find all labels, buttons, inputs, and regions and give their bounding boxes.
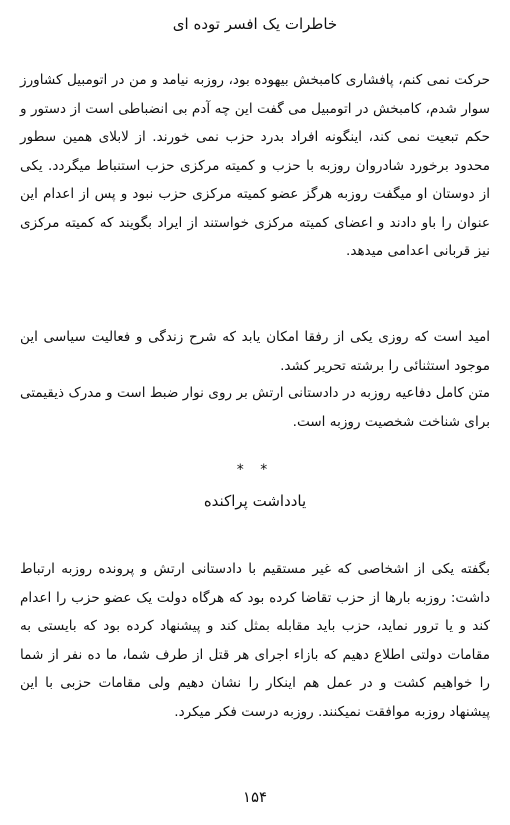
- section-title: یادداشت پراکنده: [203, 492, 307, 510]
- body-paragraph-2: امید است که روزی یکی از رفقا امکان یابد که شرح زندگی و فعالیت سیاسی این موجود استثنائی را برشته تحریر کشد.: [20, 329, 490, 374]
- running-header-title: خاطرات یک افسر توده ای: [172, 15, 338, 33]
- body-paragraph-1: حرکت نمی کنم، پافشاری کامبخش بیهوده بود، روزبه نیامد و من در اتومبیل کشاورز سوار شدم، کامبخش در اتومبیل می گفت این چه آدم بی انضباطی است از دستور و حکم تبعیت نمی کند، اینگونه افراد بدرد حزب نمی خورند. از لابلای همین سطور محدود برخورد شادروان روزبه با حزب و کمیته مرکزی حزب استنباط میگردد. یکی از دوستان او میگفت روزبه هرگز عضو کمیته مرکزی حزب نبود و پس از اعدام این عنوان را باو دادند و اعضای کمیته مرکزی خواستند از ایراد بگویند که کمیته مرکزی نیز قربانی اعدامی میدهد.: [20, 72, 490, 259]
- section-divider-stars: * *: [236, 462, 274, 478]
- page-number: ۱۵۴: [242, 788, 268, 806]
- section-paragraph: بگفته یکی از اشخاصی که غیر مستقیم با دادستانی ارتش و پرونده روزبه ارتباط داشت: روزبه بارها از حزب تقاضا کرده بود که هرگاه دولت یک عضو حزب را اعدام کند و یا ترور نماید، حزب باید مقابله بمثل کند و پیشنهاد کرده بود که بایستی به مقامات دولتی اطلاع دهیم که بازاء اجرای هر قتل از طرف شما، ما ده نفر از شما را خواهیم کشت و در عمل هم اینکار را نشان دهیم ولی مقامات حزبی با این پیشنهاد روزبه موافقت نمیکنند. روزبه درست فکر میکرد.: [20, 561, 490, 720]
- body-paragraph-3: متن کامل دفاعیه روزبه در دادستانی ارتش بر روی نوار ضبط است و مدرک ذیقیمتی برای شناخت شخصیت روزبه است.: [20, 385, 490, 430]
